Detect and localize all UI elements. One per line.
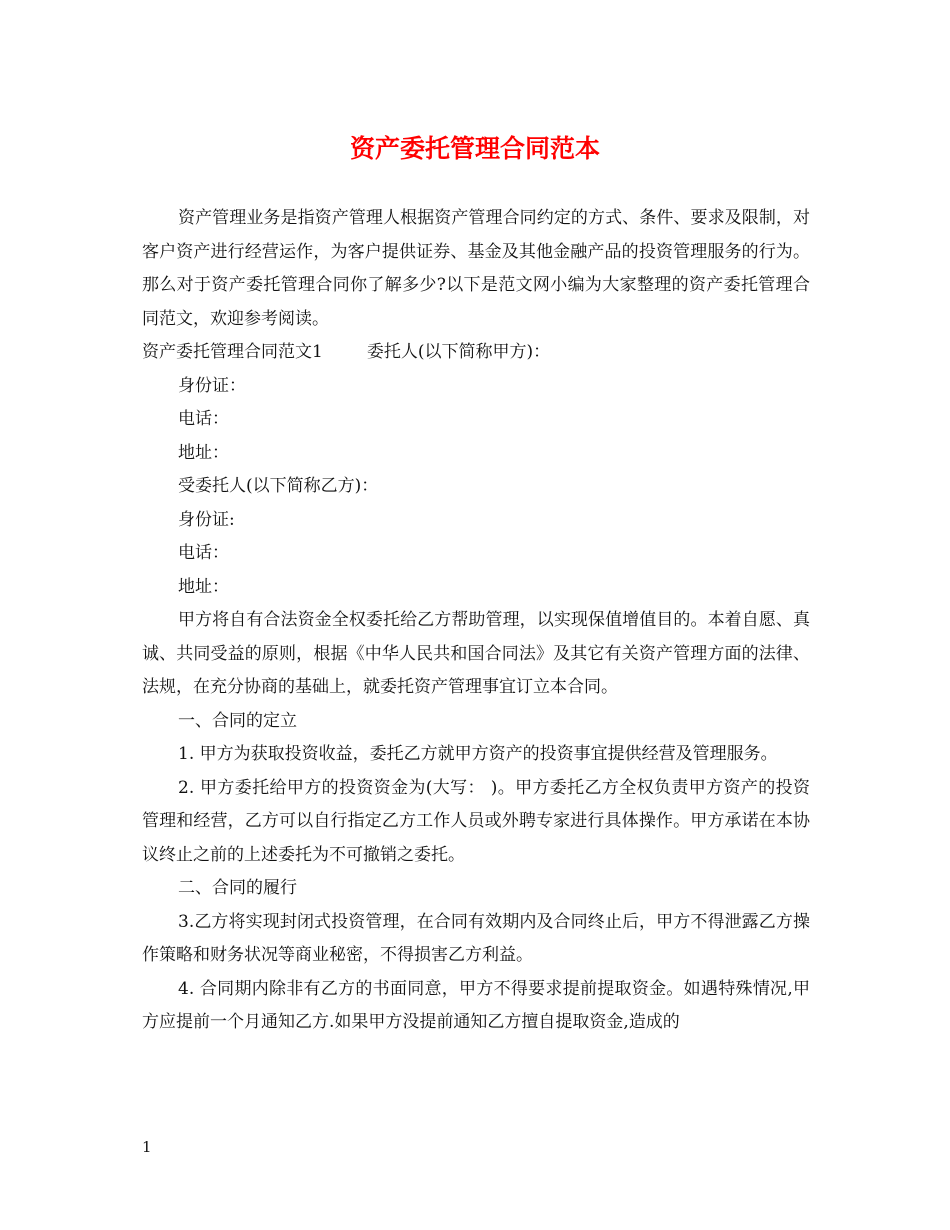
principal-phone-field: 电话： bbox=[178, 409, 229, 429]
trustee-address-field: 地址： bbox=[178, 576, 229, 597]
clause-3: 3.乙方将实现封闭式投资管理，在合同有效期内及合同终止后，甲方不得泄露乙方操作策略和财务状况等商业秘密，不得损害乙方利益。 bbox=[142, 911, 810, 965]
sample-heading: 资产委托管理合同范文1 bbox=[142, 342, 323, 362]
document-body bbox=[142, 202, 810, 1040]
section-heading-formation: 一、合同的定立 bbox=[178, 710, 297, 731]
trustee-phone-field: 电话： bbox=[178, 543, 229, 563]
trustee-id-field: 身份证: bbox=[178, 509, 235, 530]
contract-heading-line bbox=[142, 336, 810, 370]
section-heading-performance: 二、合同的履行 bbox=[178, 878, 297, 898]
clause-4: 4. 合同期内除非有乙方的书面同意，甲方不得要求提前提取资金。如遇特殊情况,甲方应提前一个月通知乙方.如果甲方没提前通知乙方擅自提取资金,造成的 bbox=[142, 978, 810, 1032]
page-number: 1 bbox=[142, 1138, 152, 1156]
principal-id-field: 身份证： bbox=[178, 375, 246, 396]
principal-label: 委托人(以下简称甲方)： bbox=[366, 342, 551, 362]
principal-address-field: 地址： bbox=[178, 442, 229, 463]
preamble-paragraph: 甲方将自有合法资金全权委托给乙方帮助管理，以实现保值增值目的。本着自愿、真诚、共同受益的原则，根据《中华人民共和国合同法》及其它有关资产管理方面的法律、法规，在充分协商的基础上，就委托资产管理事宜订立本合同。 bbox=[142, 610, 810, 697]
clause-1: 1. 甲方为获取投资收益，委托乙方就甲方资产的投资事宜提供经营及管理服务。 bbox=[178, 744, 778, 764]
clause-2: 2. 甲方委托给甲方的投资资金为(大写： )。甲方委托乙方全权负责甲方资产的投资管理和经营，乙方可以自行指定乙方工作人员或外聘专家进行具体操作。甲方承诺在本协议终止之前的上述委托为不可撤销之委托。 bbox=[142, 777, 810, 865]
trustee-label: 受委托人(以下简称乙方)： bbox=[178, 476, 379, 496]
intro-paragraph: 资产管理业务是指资产管理人根据资产管理合同约定的方式、条件、要求及限制，对客户资产进行经营运作，为客户提供证券、基金及其他金融产品的投资管理服务的行为。那么对于资产委托管理合同你了解多少?以下是范文网小编为大家整理的资产委托管理合同范文，欢迎参考阅读。 bbox=[142, 208, 810, 329]
document-title: 资产委托管理合同范本 bbox=[349, 134, 600, 163]
